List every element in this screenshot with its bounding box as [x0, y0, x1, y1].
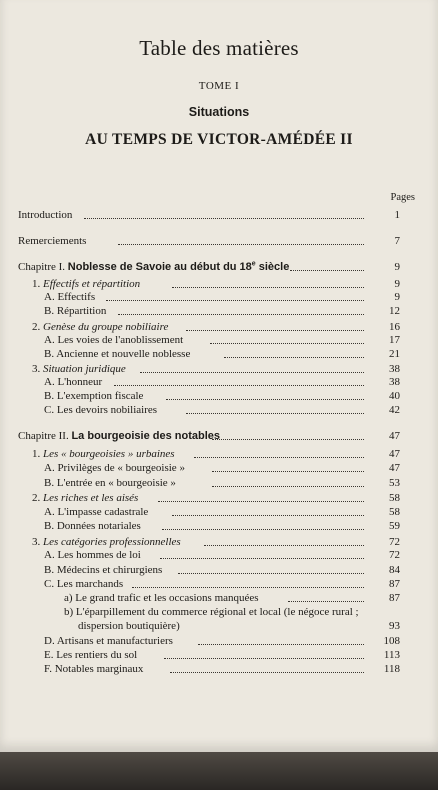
toc-entry-page: 84: [389, 564, 400, 576]
toc-entry-label: B. Répartition: [44, 305, 107, 317]
volume-subtitle: AU TEMPS DE VICTOR-AMÉDÉE II: [85, 131, 353, 148]
leader-dots: [158, 491, 364, 502]
toc-entry-label: b) L'éparpillement du commerce régional et local (le négoce rural ;: [64, 606, 359, 618]
toc-entry-label: C. Les devoirs nobiliaires: [44, 404, 158, 416]
toc-section: [0, 320, 438, 334]
toc-entry-page: 87: [389, 592, 400, 604]
toc-entry-page: 113: [383, 649, 400, 661]
leader-dots: [164, 648, 364, 659]
toc-entry-page: 7: [394, 235, 400, 247]
toc-entry-label: A. L'honneur: [44, 376, 103, 388]
toc-entry-label: A. Privilèges de « bourgeoisie »: [44, 462, 185, 474]
toc-entry-page: 87: [389, 578, 400, 590]
toc-entry: [0, 648, 438, 662]
toc-entry: [0, 333, 438, 347]
toc-entry: [0, 476, 438, 490]
toc-entry-page: 72: [389, 536, 400, 548]
toc-entry: [0, 662, 438, 676]
section-title: Effectifs et répartition: [43, 278, 141, 290]
toc-entry-page: 72: [389, 549, 400, 561]
toc-entry-page: 118: [383, 663, 400, 675]
leader-dots: [198, 634, 364, 645]
leader-dots: [132, 577, 364, 588]
leader-dots: [162, 519, 364, 530]
leader-dots: [212, 429, 364, 440]
leader-dots: [210, 333, 364, 344]
section-number: 1.: [32, 448, 43, 460]
toc-entry-label: B. Données notariales: [44, 520, 141, 532]
toc-chapter: [0, 429, 438, 443]
leader-dots: [106, 290, 364, 301]
section-title: Les catégories professionnelles: [43, 536, 181, 548]
toc-entry: [0, 375, 438, 389]
toc-entry: [0, 563, 438, 577]
chapter-number: Chapitre I.: [18, 261, 66, 273]
toc-subentry-continuation: [0, 619, 438, 633]
toc-entry-page: 38: [389, 363, 400, 375]
toc-entry-label: Remerciements: [18, 235, 87, 247]
leader-dots: [288, 591, 364, 602]
toc-entry: [0, 304, 438, 318]
toc-entry-page: 21: [389, 348, 400, 360]
toc-entry-label: E. Les rentiers du sol: [44, 649, 138, 661]
toc-entry-page: 47: [389, 430, 400, 442]
leader-dots: [118, 234, 364, 245]
toc-entry: [0, 577, 438, 591]
tome-label: TOME I: [198, 80, 240, 92]
leader-dots: [290, 260, 364, 271]
toc-entry-label: B. L'entrée en « bourgeoisie »: [44, 477, 176, 489]
toc-entry: [0, 505, 438, 519]
toc-chapter: [0, 260, 438, 274]
toc-entry-page: 108: [383, 635, 400, 647]
toc-entry-page: 1: [394, 209, 400, 221]
toc-entry: [0, 548, 438, 562]
toc-entry: [0, 347, 438, 361]
leader-dots: [212, 461, 364, 472]
toc-entry: [0, 290, 438, 304]
toc-entry-label: C. Les marchands: [44, 578, 124, 590]
section-number: 3.: [32, 536, 43, 548]
leader-dots: [114, 375, 364, 386]
toc-section: [0, 277, 438, 291]
chapter-title: Noblesse de Savoie au début du 18: [67, 261, 252, 273]
toc-subentry: [0, 605, 438, 619]
toc-entry-page: 40: [389, 390, 400, 402]
leader-dots: [186, 320, 364, 331]
toc-chapter-label: [18, 260, 289, 274]
chapter-title-superscript: e: [251, 260, 256, 268]
leader-dots: [170, 662, 364, 673]
toc-entry: [0, 234, 438, 248]
toc-entry-label: a) Le grand trafic et les occasions manquées: [64, 592, 259, 604]
leader-dots: [224, 347, 364, 358]
toc-section: [0, 535, 438, 549]
toc-entry-label: A. Les voies de l'anoblissement: [44, 334, 184, 346]
toc-entry: [0, 403, 438, 417]
leader-dots: [140, 362, 364, 373]
leader-dots: [84, 208, 364, 219]
leader-dots: [172, 277, 364, 288]
toc-entry: [0, 519, 438, 533]
toc-chapter-label: [18, 429, 220, 443]
chapter-title-end: siècle: [255, 261, 290, 273]
leader-dots: [160, 548, 364, 559]
toc-entry-label: B. Ancienne et nouvelle noblesse: [44, 348, 191, 360]
toc-subentry: [0, 591, 438, 605]
toc-entry-page: 9: [394, 291, 400, 303]
toc-entry-page: 9: [394, 278, 400, 290]
leader-dots: [194, 447, 364, 458]
toc-entry: [0, 461, 438, 475]
section-number: 2.: [32, 321, 43, 333]
toc-entry-page: 47: [389, 462, 400, 474]
leader-dots: [204, 535, 364, 546]
toc-section: [0, 362, 438, 376]
section-title: Genèse du groupe nobiliaire: [43, 321, 169, 333]
leader-dots: [118, 304, 364, 315]
leader-dots: [212, 476, 364, 487]
section-number: 3.: [32, 363, 43, 375]
leader-dots: [186, 403, 364, 414]
section-number: 2.: [32, 492, 43, 504]
toc-entry-page: 17: [389, 334, 400, 346]
toc-entry-page: 53: [389, 477, 400, 489]
leader-dots: [166, 389, 364, 400]
section-title: Les riches et les aisés: [43, 492, 139, 504]
toc-entry-label: A. Les hommes de loi: [44, 549, 141, 561]
background-surface: [0, 752, 438, 790]
page-title: Table des matières: [139, 36, 299, 60]
toc-entry-page: 42: [389, 404, 400, 416]
toc-entry-page: 59: [389, 520, 400, 532]
toc-entry-label: D. Artisans et manufacturiers: [44, 635, 173, 647]
toc-entry-label: B. Médecins et chirurgiens: [44, 564, 163, 576]
section-number: 1.: [32, 278, 43, 290]
section-title: Situation juridique: [43, 363, 126, 375]
toc-entry-page: 12: [389, 305, 400, 317]
toc-entry-page: 58: [389, 492, 400, 504]
toc-entry-page: 93: [389, 620, 400, 632]
toc-entry-label: A. L'impasse cadastrale: [44, 506, 149, 518]
toc-entry-label: B. L'exemption fiscale: [44, 390, 144, 402]
toc-entry-page: 38: [389, 376, 400, 388]
toc-section: [0, 491, 438, 505]
chapter-number: Chapitre II.: [18, 430, 69, 442]
toc-section: [0, 447, 438, 461]
leader-dots: [172, 505, 364, 516]
toc-entry-page: 58: [389, 506, 400, 518]
toc-entry-page: 9: [394, 261, 400, 273]
toc-entry-label: Introduction: [18, 209, 73, 221]
toc-entry-page: 16: [389, 321, 400, 333]
toc-entry-page: 47: [389, 448, 400, 460]
section-label: Situations: [188, 105, 250, 119]
toc-entry-label: F. Notables marginaux: [44, 663, 144, 675]
section-title: Les « bourgeoisies » urbaines: [43, 448, 175, 460]
leader-dots: [178, 563, 364, 574]
pages-column-header: Pages: [390, 192, 415, 203]
toc-entry: [0, 208, 438, 222]
chapter-title: La bourgeoisie des notables: [71, 430, 220, 442]
toc-entry: [0, 634, 438, 648]
toc-entry-label: dispersion boutiquière): [78, 620, 180, 632]
toc-entry: [0, 389, 438, 403]
toc-entry-label: A. Effectifs: [44, 291, 96, 303]
